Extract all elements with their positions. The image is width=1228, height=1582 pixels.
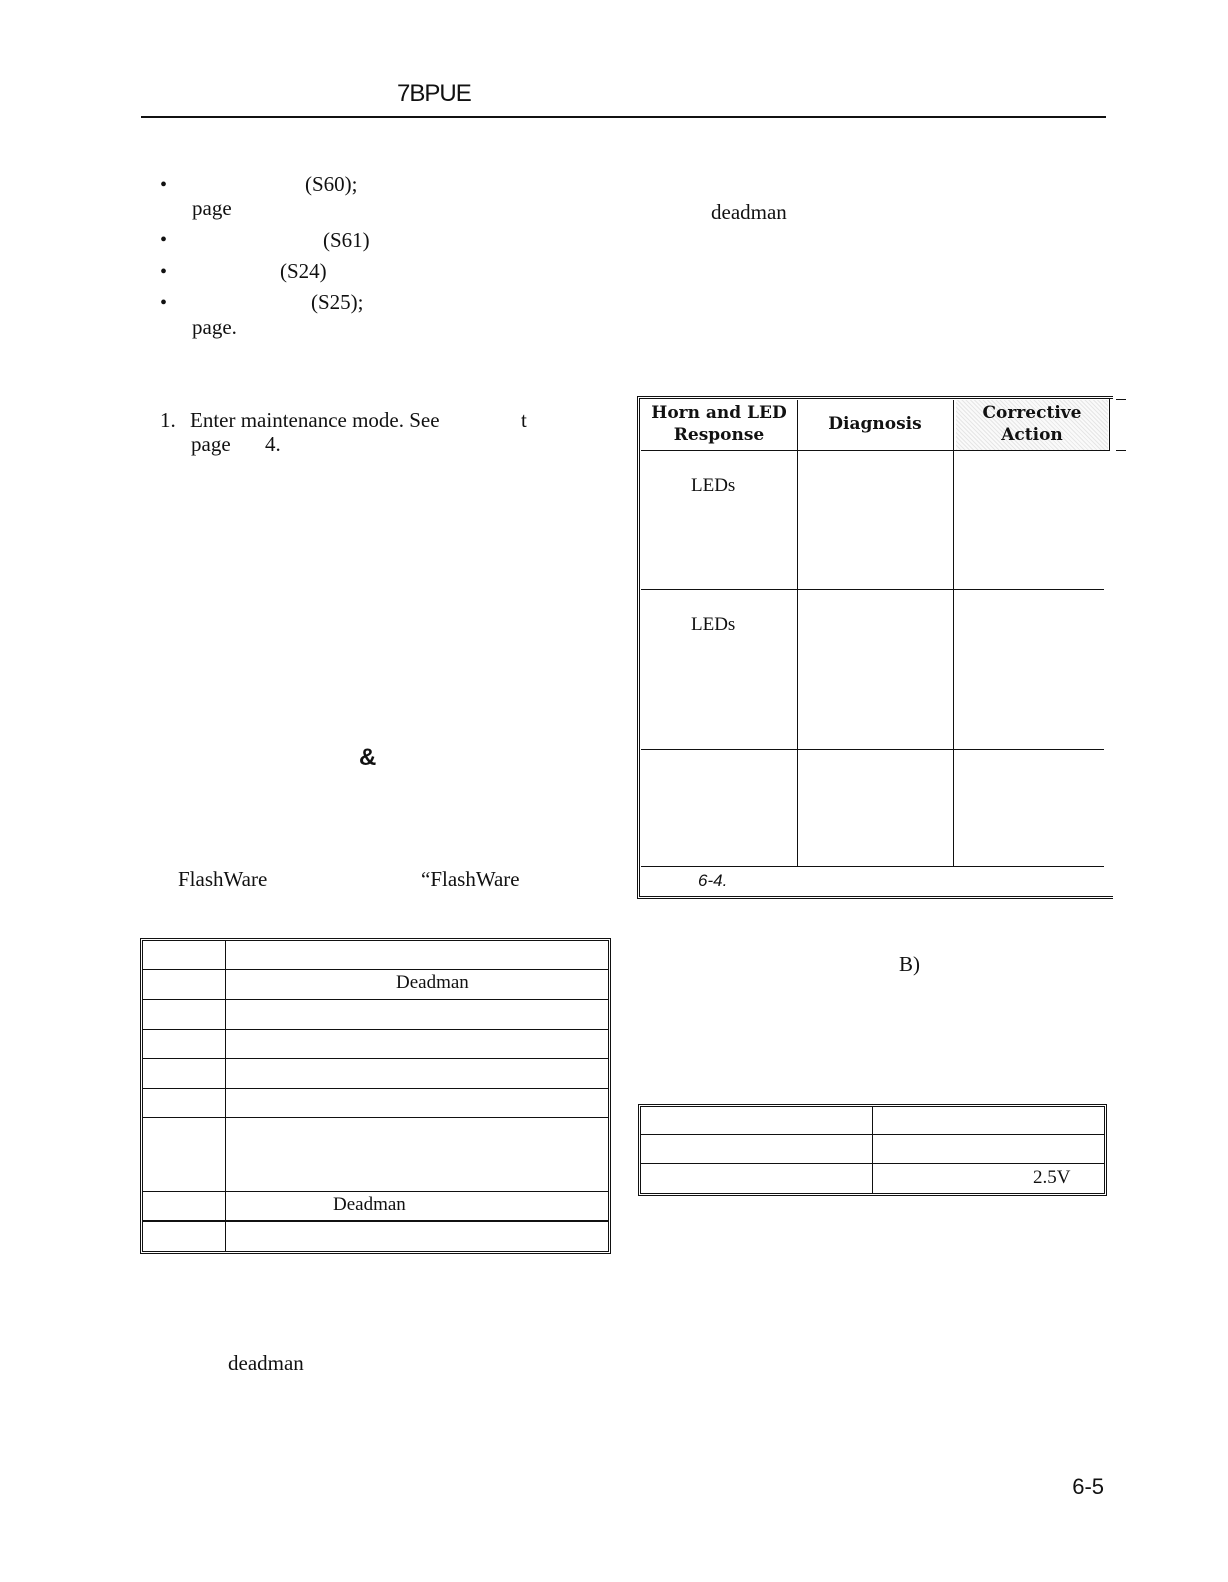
row-divider <box>641 1163 1104 1164</box>
step-text: Enter maintenance mode. See <box>190 408 440 432</box>
row-divider <box>641 1134 1104 1135</box>
header-title: 7BPUE <box>397 80 471 107</box>
flashware-text-right: “FlashWare <box>421 867 520 891</box>
header-rule <box>141 116 1106 118</box>
step-ref-fragment: t <box>521 408 527 432</box>
row-divider <box>143 999 608 1000</box>
row-divider <box>641 866 1104 867</box>
column-header-action: Corrective Action <box>982 403 1082 445</box>
bullet-code-s24: (S24) <box>280 259 327 283</box>
b-label: B) <box>899 952 920 976</box>
row-divider <box>641 749 1104 750</box>
diagnostic-table <box>637 396 1113 899</box>
bullet-code-s61: (S61) <box>323 228 370 252</box>
step-line2: page <box>191 432 231 456</box>
bullet-symbol: • <box>160 261 168 283</box>
step-page-ref: 4. <box>265 432 281 456</box>
table-cell: LEDs <box>691 614 736 635</box>
column-divider <box>872 1107 873 1193</box>
ampersand-symbol: & <box>359 744 377 771</box>
deadman-text: deadman <box>711 200 787 224</box>
column-divider <box>225 941 226 1251</box>
bullet-code-s25: (S25); <box>311 290 364 314</box>
column-divider <box>797 400 798 866</box>
table-cell: 2.5V <box>1033 1167 1071 1188</box>
row-divider <box>143 1088 608 1089</box>
bullet-continuation: page <box>192 196 232 220</box>
flashware-text-left: FlashWare <box>178 867 268 891</box>
bullet-symbol: • <box>160 292 168 314</box>
page-number: 6-5 <box>1072 1474 1104 1499</box>
bullet-symbol: • <box>160 174 168 196</box>
column-header-diagnosis: Diagnosis <box>828 414 922 434</box>
bullet-continuation: page. <box>192 315 237 339</box>
bullet-symbol: • <box>160 229 168 251</box>
row-divider <box>143 969 608 970</box>
table-cell: Deadman <box>333 1194 406 1215</box>
deadman-text: deadman <box>228 1351 304 1375</box>
row-divider <box>143 1058 608 1059</box>
column-divider <box>953 400 954 866</box>
edge-mark <box>1116 399 1126 400</box>
row-divider <box>143 1220 608 1222</box>
table-cell: Deadman <box>396 972 469 993</box>
row-divider <box>143 1117 608 1118</box>
table-border <box>1109 399 1110 451</box>
row-divider <box>641 589 1104 590</box>
table-cell: LEDs <box>691 475 736 496</box>
edge-mark <box>1116 450 1126 451</box>
column-header-response: Horn and LED Response <box>651 403 787 445</box>
step-number: 1. <box>160 408 176 432</box>
row-divider <box>143 1029 608 1030</box>
bullet-code-s60: (S60); <box>305 172 358 196</box>
row-divider <box>143 1191 608 1192</box>
table-caption: 6-4. <box>698 871 728 890</box>
